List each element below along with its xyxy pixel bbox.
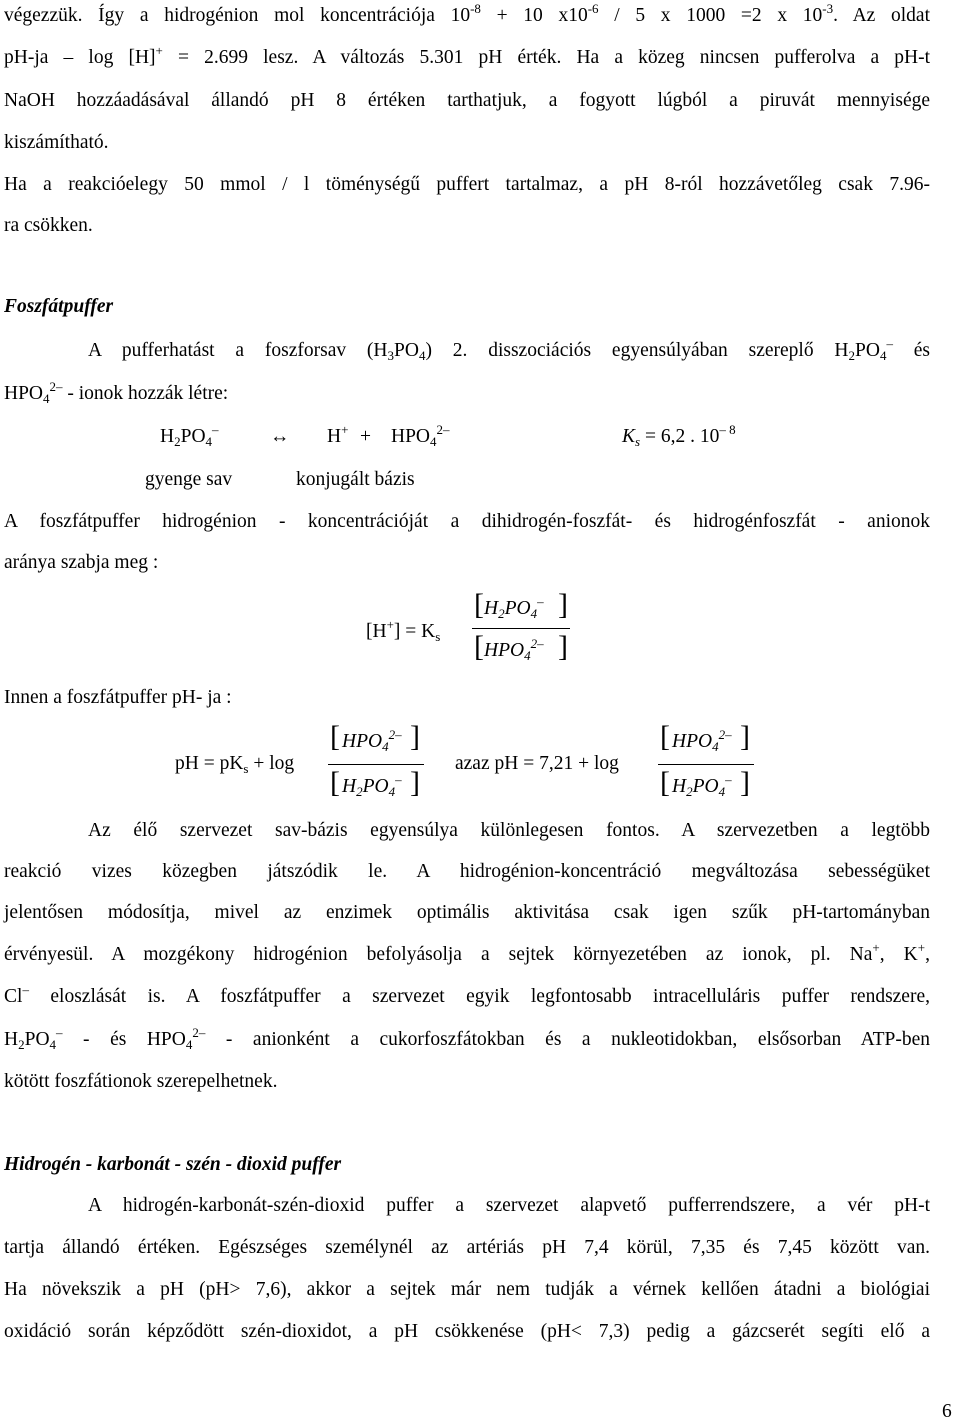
carbonate-line-1: A hidrogén-karbonát-szén-dioxid puffer a szervezet alapvető pufferrendszere, a vér pH-t bbox=[88, 1195, 930, 1216]
phosphate-para-4-line-3: jelentősen módosítja, mivel az enzimek optimális aktivitása csak igen szűk pH-tartományban bbox=[4, 902, 930, 923]
phosphate-para-3-line-1: A foszfátpuffer hidrogénion - koncentrációját a dihidrogén-foszfát- és hidrogénfoszfát - anionok bbox=[4, 511, 930, 532]
carbonate-line-2: tartja állandó értéken. Egészséges személynél az artériás pH 7,4 körül, 7,35 és 7,45 között van. bbox=[4, 1237, 930, 1258]
equation-plus: + bbox=[360, 426, 371, 447]
carbonate-line-4: oxidáció során képződött szén-dioxidot, a pH csökkenése (pH< 7,3) pedig a gázcserét segíti elő a bbox=[4, 1321, 930, 1342]
intro-line-3: NaOH hozzáadásával állandó pH 8 értéken tarthatjuk, a fogyott lúgból a piruvát mennyisége bbox=[4, 90, 930, 111]
formula-2-lhs: pH = $pK_s + \log$ bbox=[175, 753, 295, 776]
phosphate-para-4-line-5: Cl– eloszlását is. A foszfátpuffer a szervezet egyik legfontosabb intracelluláris puffer rendszere, bbox=[4, 982, 930, 1007]
section-heading-carbonate: Hidrogén - karbonát - szén - dioxid puffer bbox=[4, 1154, 342, 1175]
intro-line-2: pH-ja – log [H]+ = 2.699 lesz. A változás 5.301 pH érték. Ha a közeg nincsen pufferolva a pH-t bbox=[4, 43, 930, 68]
phosphate-para-4-line-2: reakció vizes közegben játszódik le. A hidrogénion-koncentráció megváltozása sebességüket bbox=[4, 861, 930, 882]
equation-proton: H+ bbox=[327, 422, 349, 447]
phosphate-para-1: A pufferhatást a foszforsav $(H_3PO_4)$ 2. disszociációs egyensúlyában szereplő $H_2PO_4^-$ és bbox=[88, 336, 931, 363]
formula-1-lhs: $[H^+] = K_s$ bbox=[366, 617, 441, 644]
formula-intro: Innen a foszfátpuffer pH- ja : bbox=[4, 687, 232, 708]
equation-constant: $K_s = 6,2$ . $10^{- 8}$ bbox=[622, 422, 736, 449]
intro-line-4: kiszámítható. bbox=[4, 132, 109, 153]
formula-1-numerator: $H_2PO_4^-$ bbox=[484, 594, 544, 621]
phosphate-para-4-line-7: kötött foszfátionok szerepelhetnek. bbox=[4, 1071, 278, 1092]
equilibrium-arrow-icon: ↔ bbox=[270, 426, 290, 447]
equation-acid: $H_2PO_4^-$ bbox=[160, 422, 219, 449]
label-conjugate-base: konjugált bázis bbox=[296, 469, 415, 490]
phosphate-para-4-line-6: $H_2PO_4^-$ - és $HPO_4^{2-}$ - anionként a cukorfoszfátokban és a nukleotidokban, elsősorban ATP-ben bbox=[4, 1025, 931, 1052]
phosphate-para-4-line-1: Az élő szervezet sav-bázis egyensúlya különlegesen fontos. A szervezetben a legtöbb bbox=[88, 820, 930, 841]
section-heading-phosphate: Foszfátpuffer bbox=[4, 296, 114, 317]
intro-line-6: ra csökken. bbox=[4, 215, 93, 236]
phosphate-para-3-line-2: aránya szabja meg : bbox=[4, 552, 159, 573]
intro-line-1: végezzük. Így a hidrogénion mol koncentrációja $10^{-8} + 10$ $x10^{-6} / 5$ x 1000 =2 x $10^{-3}$. Az oldat bbox=[4, 1, 930, 26]
phosphate-para-2: $HPO_4^{2-}$ - ionok hozzák létre: bbox=[4, 379, 229, 406]
equation-base: $HPO_4^{2-}$ bbox=[391, 422, 450, 449]
carbonate-line-3: Ha növekszik a pH (pH> 7,6), akkor a sejtek már nem tudják a vérnek kellően átadni a biológiai bbox=[4, 1279, 930, 1300]
formula-2-mid: azaz pH = 7,21 + log bbox=[455, 753, 619, 774]
formula-1-denominator: $HPO_4^{2-}$ bbox=[484, 636, 544, 663]
label-weak-acid: gyenge sav bbox=[145, 469, 233, 490]
phosphate-para-4-line-4: érvényesül. A mozgékony hidrogénion befolyásolja a sejtek környezetében az ionok, pl. Na+, K+, bbox=[4, 940, 930, 965]
intro-line-5: Ha a reakcióelegy 50 mmol / l töménységű puffert tartalmaz, a pH 8-ról hozzávetőleg csak 7.96- bbox=[4, 174, 930, 195]
page-number: 6 bbox=[942, 1401, 952, 1422]
